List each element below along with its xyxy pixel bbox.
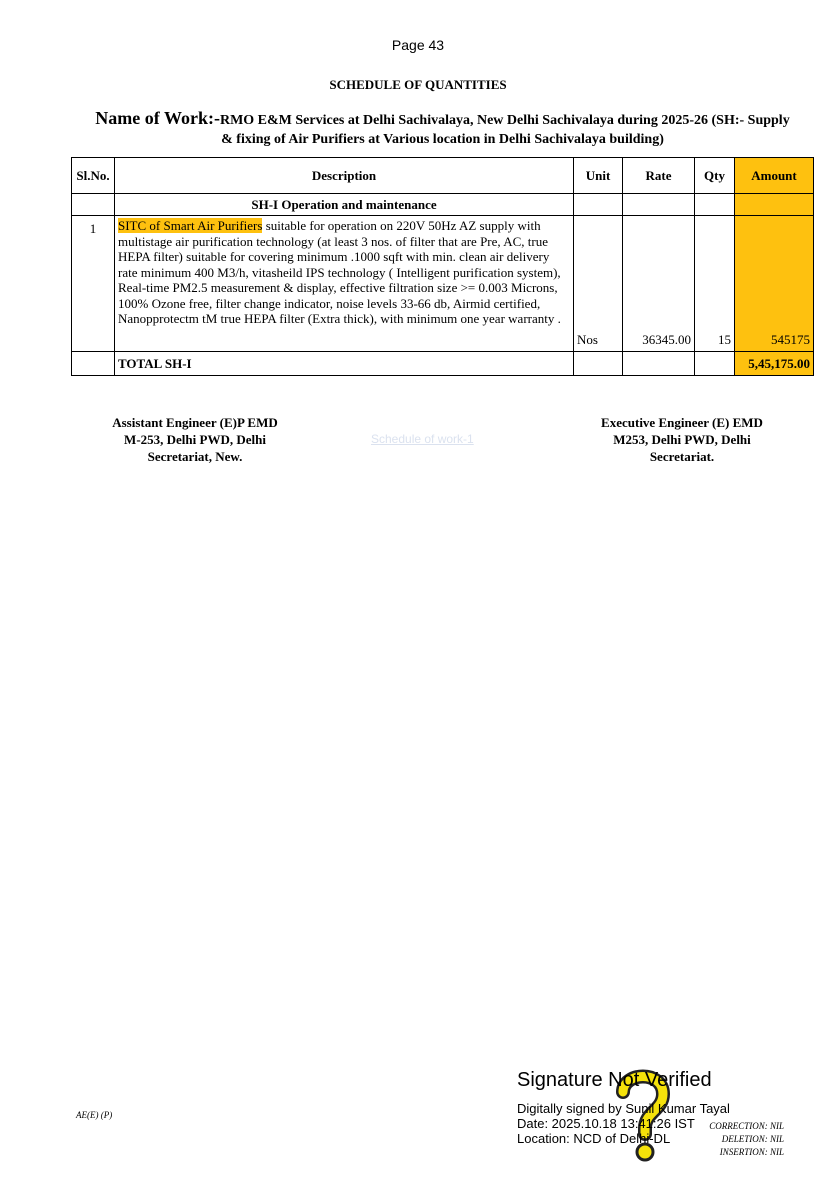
page-number: Page 43 (391, 37, 445, 53)
header-slno: Sl.No. (72, 158, 115, 194)
total-row (72, 352, 814, 376)
header-unit: Unit (574, 158, 623, 194)
signature-location: Location: NCD of Delhi-DL (517, 1131, 671, 1146)
header-amount: Amount (735, 158, 814, 194)
ee-line1: Executive Engineer (E) EMD (601, 415, 763, 430)
schedule-table (71, 157, 814, 376)
name-of-work-line2: & fixing of Air Purifiers at Various location in Delhi Sachivalaya building) (221, 132, 664, 147)
name-of-work-line1: RMO E&M Services at Delhi Sachivalaya, New Delhi Sachivalaya during 2025-26 (SH:- Supply (219, 113, 790, 128)
document-title: SCHEDULE OF QUANTITIES (329, 77, 507, 92)
signature-date: Date: 2025.10.18 13:41:26 IST (517, 1116, 695, 1131)
signature-signed-by: Digitally signed by Sunil Kumar Tayal (517, 1101, 730, 1116)
item-rate: 36345.00 (623, 216, 695, 352)
ae-line2: M-253, Delhi PWD, Delhi (124, 432, 266, 447)
total-amount: 5,45,175.00 (735, 352, 814, 376)
initials: AE(E) (P) (76, 1110, 113, 1120)
table-header-row (72, 158, 814, 194)
signature-status: Signature Not Verified (517, 1069, 712, 1091)
section-heading: SH-I Operation and maintenance (115, 194, 574, 216)
correction-note: CORRECTION: NIL (709, 1121, 784, 1131)
item-highlight: SITC of Smart Air Purifiers (118, 218, 263, 233)
ae-line3: Secretariat, New. (147, 449, 243, 464)
total-label: TOTAL SH-I (115, 352, 574, 376)
ee-line3: Secretariat. (649, 449, 715, 464)
executive-engineer-signatory (557, 414, 807, 465)
table-row (72, 216, 814, 352)
name-of-work (70, 109, 815, 149)
insertion-note: INSERTION: NIL (719, 1147, 784, 1157)
ae-line1: Assistant Engineer (E)P EMD (112, 415, 278, 430)
schedule-link[interactable]: Schedule of work-1 (371, 432, 474, 446)
section-row (72, 194, 814, 216)
item-qty: 15 (695, 216, 735, 352)
item-slno: 1 (72, 216, 115, 352)
header-description: Description (115, 158, 574, 194)
item-unit: Nos (574, 216, 623, 352)
header-rate: Rate (623, 158, 695, 194)
name-of-work-label: Name of Work:- (95, 108, 220, 128)
item-description (115, 216, 574, 352)
item-amount: 545175 (735, 216, 814, 352)
item-description-text: suitable for operation on 220V 50Hz AZ supply with multistage air purification technology (at least 3 nos. of filter that are Pre, AC, true HEPA filter) suitable for covering minimum .1000 sqft with min. clean air delivery rate minimum 400 M3/h, vitasheild IPS technology ( Intelligent purification system), Real-time PM2.5 measurement & display, effective filtration size >= 0.003 Microns, 100% Ozone free, filter change indicator, noise levels 33-66 db, Airmid certified, Nanopprotectm tM true HEPA filter (Extra thick), with minimum one year warranty . (118, 218, 561, 326)
ee-line2: M253, Delhi PWD, Delhi (613, 432, 751, 447)
header-qty: Qty (695, 158, 735, 194)
deletion-note: DELETION: NIL (721, 1134, 784, 1144)
assistant-engineer-signatory (75, 414, 315, 465)
